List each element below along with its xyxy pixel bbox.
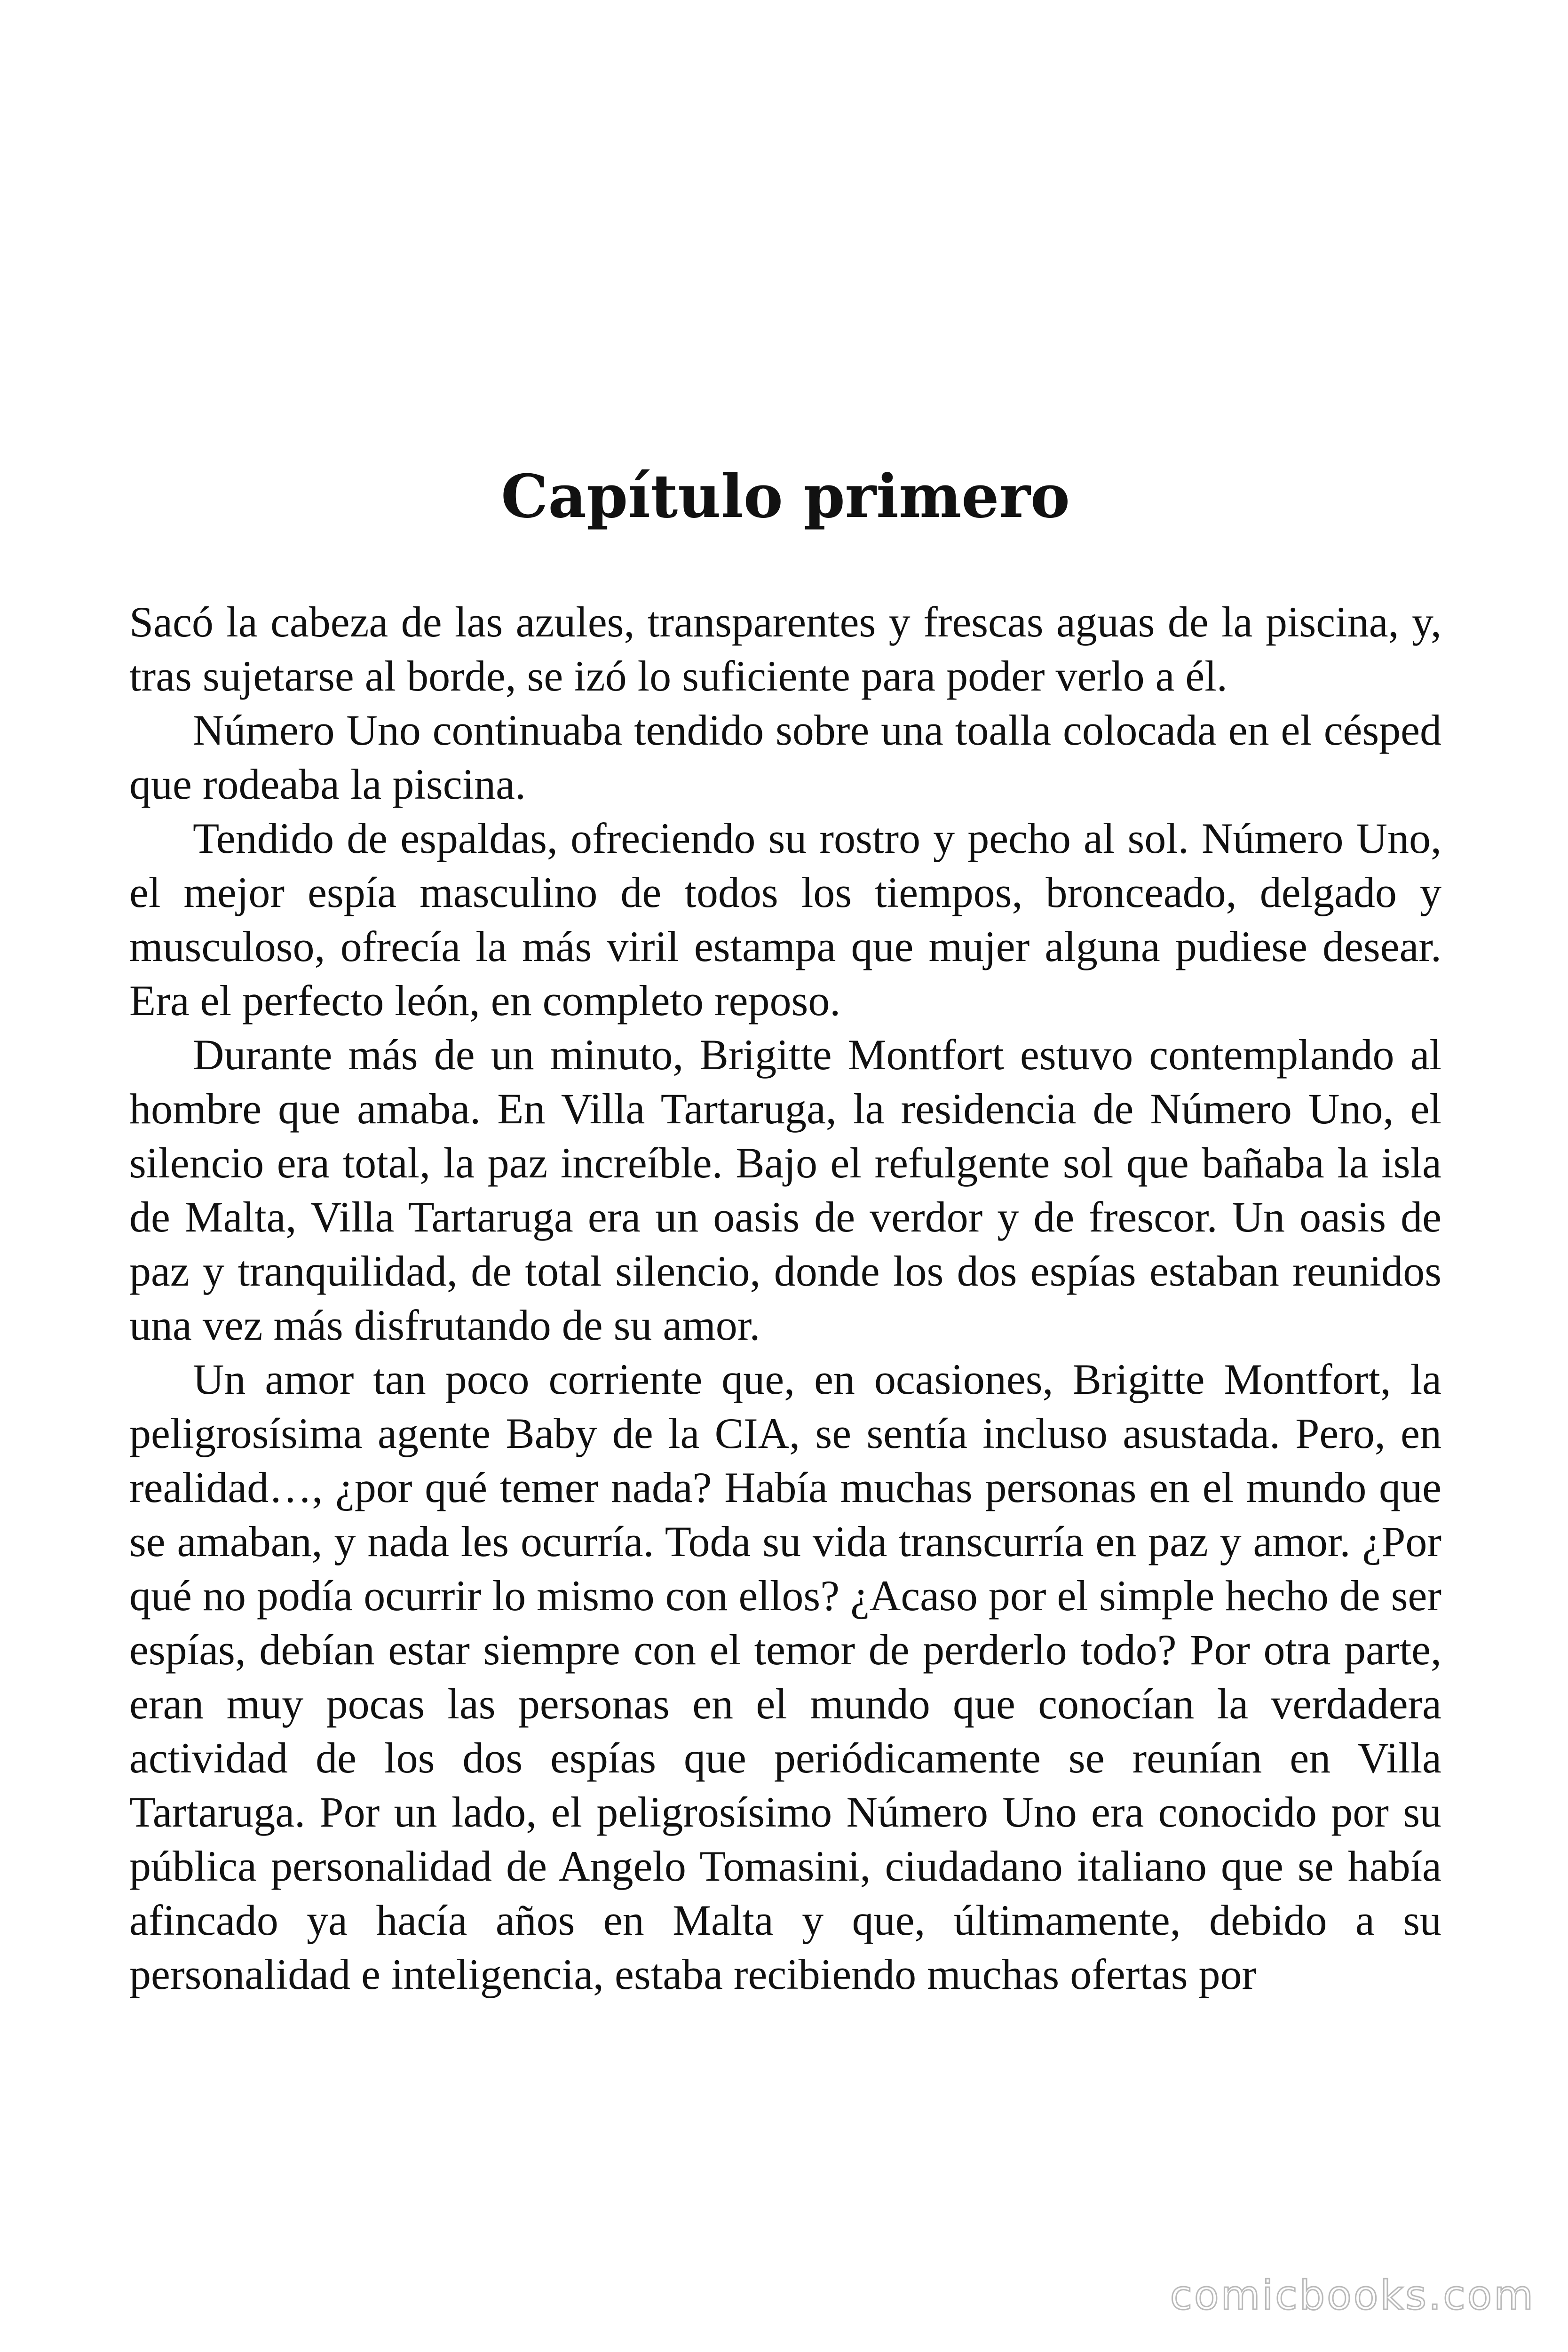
paragraph-3: Tendido de espaldas, ofreciendo su rostro y pecho al sol. Número Uno, el mejor espía masculino de todos los tiempos, bronceado, delgado y musculoso, ofrecía la más viril estampa que mujer alguna pudiese desear. Era el perfecto león, en completo reposo. xyxy=(129,814,1441,1025)
paragraph-4: Durante más de un minuto, Brigitte Montfort estuvo contemplando al hombre que amaba. En Villa Tartaruga, la residencia de Número Uno, el silencio era total, la paz increíble. Bajo el refulgente sol que bañaba la isla de Malta, Villa Tartaruga era un oasis de verdor y de frescor. Un oasis de paz y tranquilidad, de total silencio, donde los dos espías estaban reunidos una vez más disfrutando de su amor. xyxy=(129,1031,1441,1349)
paragraph-1: Sacó la cabeza de las azules, transparentes y frescas aguas de la piscina, y, tras sujetarse al borde, se izó lo suficiente para poder verlo a él. xyxy=(129,598,1441,700)
book-page xyxy=(129,0,1441,2352)
paragraph-2: Número Uno continuaba tendido sobre una toalla colocada en el césped que rodeaba la piscina. xyxy=(129,706,1441,808)
chapter-title: Capítulo primero xyxy=(501,461,1070,531)
paragraph-5: Un amor tan poco corriente que, en ocasiones, Brigitte Montfort, la peligrosísima agente Baby de la CIA, se sentía incluso asustada. Pero, en realidad…, ¿por qué temer nada? Había muchas personas en el mundo que se amaban, y nada les ocurría. Toda su vida transcurría en paz y amor. ¿Por qué no podía ocurrir lo mismo con ellos? ¿Acaso por el simple hecho de ser espías, debían estar siempre con el temor de perderlo todo? Por otra parte, eran muy pocas las personas en el mundo que conocían la verdadera actividad de los dos espías que periódicamente se reunían en Villa Tartaruga. Por un lado, el peligrosísimo Número Uno era conocido por su pública personalidad de Angelo Tomasini, ciudadano italiano que se había afincado ya hacía años en Malta y que, últimamente, debido a su personalidad e inteligencia, estaba recibiendo muchas ofertas por xyxy=(129,1355,1441,1998)
chapter-body xyxy=(129,595,1441,2002)
site-watermark: comicbooks.com xyxy=(1170,2272,1535,2319)
